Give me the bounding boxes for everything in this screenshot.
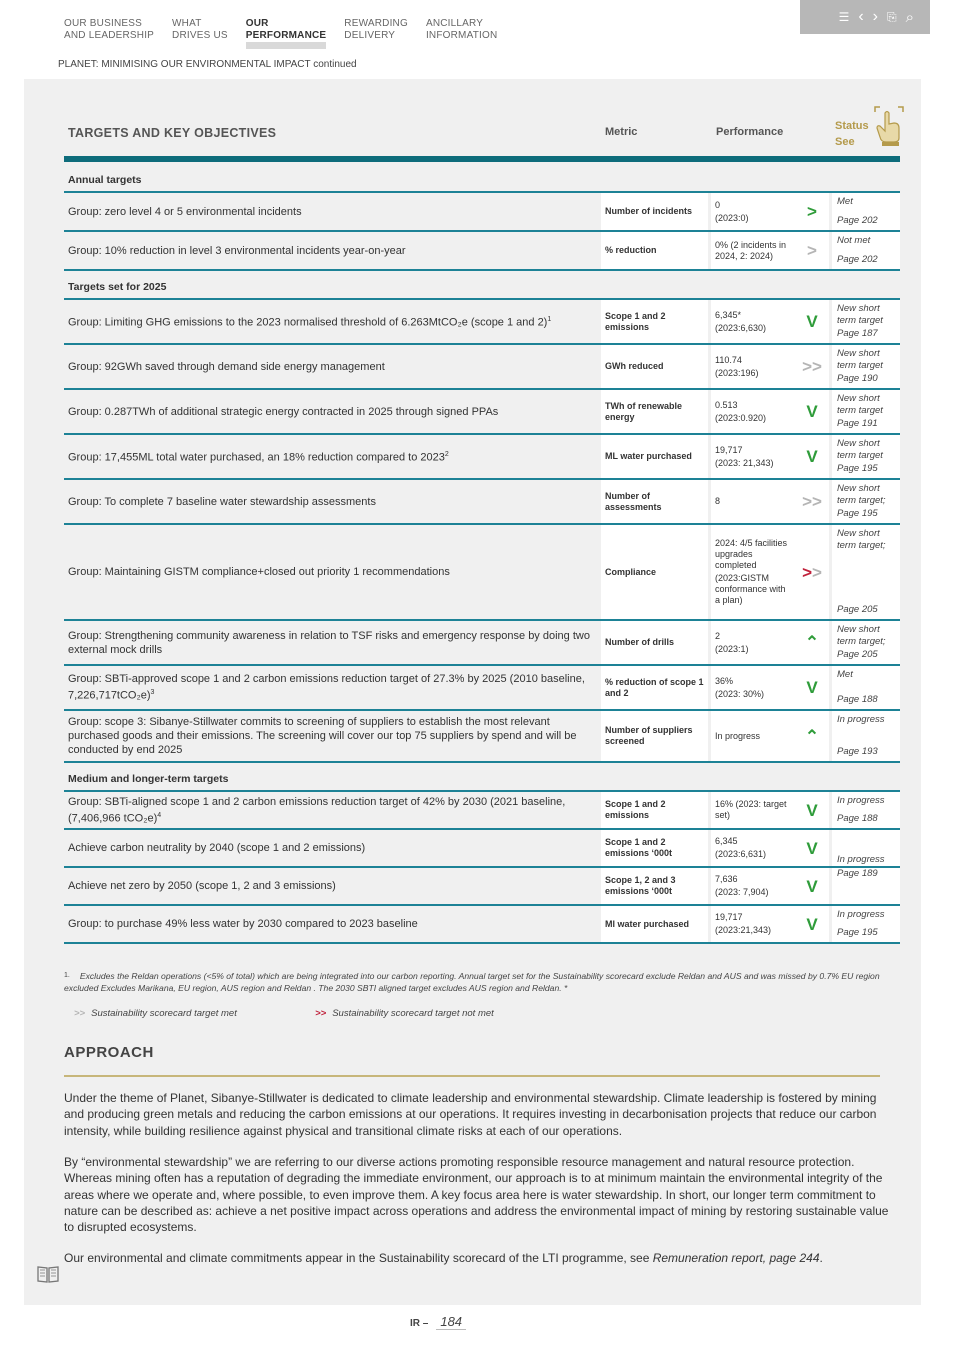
section-header: Annual targets	[64, 164, 900, 193]
nav-item-3[interactable]: REWARDING DELIVERY	[344, 18, 408, 41]
performance-cell: 7,636 (2023: 7,904) V	[711, 868, 829, 904]
performance-cell: 36% (2023: 30%) V	[711, 666, 829, 709]
target-cell: Group: Strengthening community awareness in relation to TSF risks and emergency response by doing two external mock drills	[64, 621, 597, 664]
table-row	[64, 711, 900, 763]
book-icon	[37, 1265, 59, 1283]
table-row	[64, 300, 900, 345]
table-row	[64, 480, 900, 525]
target-cell: Achieve net zero by 2050 (scope 1, 2 and 3 emissions)	[64, 868, 597, 904]
metric-cell: ML water purchased	[601, 435, 708, 478]
performance-cell: 0 (2023:0) >	[711, 193, 829, 230]
target-cell: Group: 17,455ML total water purchased, an 18% reduction compared to 2023$^2$	[64, 435, 597, 478]
check-v-icon: V	[806, 402, 818, 421]
metric-cell: GWh reduced	[601, 345, 708, 388]
metric-cell: Number of incidents	[601, 193, 708, 230]
target-cell: Group: SBTi-aligned scope 1 and 2 carbon emissions reduction target of 42% by 2030 (2021 baseline, (7,406,966 tCO₂e)$^4$	[64, 792, 597, 828]
performance-cell: 19,717 (2023:21,343) V	[711, 906, 829, 942]
performance-cell: 0.513 (2023:0.920) V	[711, 390, 829, 433]
met-arrow-icon: >>	[74, 1008, 86, 1019]
status-cell: Page 189	[832, 868, 900, 904]
metric-header: Metric	[605, 126, 638, 138]
double-arrow-icon: >>	[802, 357, 822, 376]
performance-cell: 8 >>	[711, 480, 829, 523]
status-cell: In progress Page 195	[832, 906, 900, 942]
target-cell: Achieve carbon neutrality by 2040 (scope 1 and 2 emissions)	[64, 830, 597, 866]
legend-not-met: Sustainability scorecard target not met	[332, 1008, 494, 1019]
status-cell: New short term target; Page 195	[832, 480, 900, 523]
arrow-right-icon: >	[807, 202, 817, 221]
page-subheading: PLANET: MINIMISING OUR ENVIRONMENTAL IMPACT continued	[58, 59, 357, 70]
status-cell: In progress	[832, 830, 900, 866]
status-cell: In progress Page 193	[832, 711, 900, 761]
metric-cell: Scope 1 and 2 emissions ‘000t	[601, 830, 708, 866]
section-header: Medium and longer-term targets	[64, 763, 900, 792]
table-row	[64, 666, 900, 711]
check-v-icon: V	[806, 838, 818, 858]
status-header: Status See	[835, 120, 869, 148]
metric-cell: Scope 1, 2 and 3 emissions ‘000t	[601, 868, 708, 904]
section-header: Targets set for 2025	[64, 271, 900, 300]
nav-item-2[interactable]: OUR PERFORMANCE	[246, 18, 327, 49]
metric-cell: Compliance	[601, 525, 708, 619]
page-reference[interactable]: Page 195	[837, 508, 878, 519]
page-reference[interactable]: Page 202	[837, 254, 878, 265]
target-cell: Group: SBTi-approved scope 1 and 2 carbon emissions reduction target of 27.3% by 2025 (2010 baseline, 7,226,717tCO₂e)$^3$	[64, 666, 597, 709]
page-reference[interactable]: Page 193	[837, 746, 878, 757]
toolbar	[800, 0, 930, 34]
status-cell: Met Page 188	[832, 666, 900, 709]
nav-item-4[interactable]: ANCILLARY INFORMATION	[425, 18, 498, 41]
approach-paragraph-3: Our environmental and climate commitments appear in the Sustainability scorecard of the LTI programme, see Remuneration report, page 244.	[64, 1251, 823, 1265]
check-v-icon: V	[806, 447, 818, 466]
check-v-icon: V	[806, 876, 818, 896]
performance-cell: In progress ⌃	[711, 711, 829, 761]
table-row	[64, 232, 900, 271]
metric-cell: TWh of renewable energy	[601, 390, 708, 433]
not-met-arrow-icon: >>	[315, 1008, 327, 1019]
target-cell: Group: To complete 7 baseline water stewardship assessments	[64, 480, 597, 523]
search-icon[interactable]: ⌕	[905, 8, 914, 26]
metric-cell: Scope 1 and 2 emissions	[601, 300, 708, 343]
status-cell: Met Page 202	[832, 193, 900, 230]
metric-cell: Ml water purchased	[601, 906, 708, 942]
approach-paragraph-2: By “environmental stewardship” we are referring to our diverse actions promoting responsible resource management and natural resource protection. Whereas mining often has a reputation of degrading the immediate environment, our approach is to at minimum maintain the environmental integrity of the areas where we operate and, where possible, to even improve them. A key focus area here is water stewardship. In short, our longer term commitment to nature can be described as: achieve a net positive impact across operations and address the environmental impact of mining by restoring sustainable value to disrupted ecosystems.	[64, 1155, 889, 1235]
performance-cell: 19,717 (2023: 21,343) V	[711, 435, 829, 478]
top-nav	[64, 18, 515, 49]
metric-cell: % reduction of scope 1 and 2	[601, 666, 708, 709]
hand-pointer-icon	[872, 104, 906, 146]
page-reference[interactable]: Page 202	[837, 215, 878, 226]
target-cell: Group: to purchase 49% less water by 2030 compared to 2023 baseline	[64, 906, 597, 942]
performance-cell: 110.74 (2023:196) >>	[711, 345, 829, 388]
table-title: TARGETS AND KEY OBJECTIVES	[68, 126, 277, 140]
table-row	[64, 435, 900, 480]
performance-cell: 2 (2023:1) ⌃	[711, 621, 829, 664]
table-row	[64, 792, 900, 830]
footnote: $^{1.}$ Excludes the Reldan operations (<5% of total) which are being integrated into our carbon reporting. Annual target set for the Sustainability scorecard exclude Reldan and AUS and was missed by 0.7% EU region excluded Excludes Marikana, EU region, AUS region and Reldan . The 2030 SBTI aligned target excludes AUS region and Reldan. *	[64, 971, 880, 993]
target-cell: Group: 0.287TWh of additional strategic energy contracted in 2025 through signed PPAs	[64, 390, 597, 433]
page-number: IR – 184	[410, 1314, 466, 1329]
metric-cell: Number of assessments	[601, 480, 708, 523]
check-v-icon: V	[806, 914, 818, 934]
status-cell: New short term target Page 190	[832, 345, 900, 388]
status-cell: New short term target Page 187	[832, 300, 900, 343]
target-cell: Group: scope 3: Sibanye-Stillwater commits to screening of suppliers to establish the most relevant purchased goods and their emissions. The screening will cover our top 75 suppliers by spend and will be conducted by end 2025	[64, 711, 597, 761]
check-v-icon: V	[806, 312, 818, 331]
performance-cell: 6,345 (2023:6,631) V	[711, 830, 829, 866]
metric-cell: Number of suppliers screened	[601, 711, 708, 761]
page-reference[interactable]: Page 188	[837, 813, 878, 824]
page-reference[interactable]: Page 191	[837, 418, 878, 429]
export-icon[interactable]: ⎘	[886, 9, 897, 24]
metric-cell: % reduction	[601, 232, 708, 269]
table-row	[64, 906, 900, 944]
approach-title: APPROACH	[64, 1044, 154, 1061]
chevron-right-icon[interactable]: ›	[872, 8, 878, 25]
target-cell: Group: Limiting GHG emissions to the 2023 normalised threshold of 6.263MtCO₂e (scope 1 and 2)$^1$	[64, 300, 597, 343]
double-arrow-icon: >>	[802, 562, 822, 582]
page-reference[interactable]: Page 205	[837, 649, 878, 660]
targets-table	[64, 164, 900, 944]
status-cell: New short term target Page 191	[832, 390, 900, 433]
performance-cell: 16% (2023: target set) V	[711, 792, 829, 828]
double-arrow-icon: >>	[802, 492, 822, 511]
page-reference[interactable]: Page 190	[837, 373, 878, 384]
nav-item-1[interactable]: WHAT DRIVES US	[172, 18, 228, 41]
legend	[74, 1008, 494, 1019]
status-cell: New short term target; Page 205	[832, 621, 900, 664]
check-v-icon: V	[806, 800, 818, 820]
legend-met: Sustainability scorecard target met	[91, 1008, 237, 1019]
table-row	[64, 868, 900, 906]
status-cell: Not met Page 202	[832, 232, 900, 269]
approach-paragraph-1: Under the theme of Planet, Sibanye-Stillwater is dedicated to climate leadership and environmental stewardship. Climate leadership is fostered by mining and producing green metals and reducing the carbon emissions at our operations. It requires investing in decarbonisation projects that reduce our carbon intensity, while building resilience against physical and transitional climate risks at each of our operations.	[64, 1091, 877, 1138]
divider	[64, 1075, 880, 1077]
performance-cell: 2024: 4/5 facilities upgrades completed (2023:GISTM conformance with a plan) >>	[711, 525, 829, 619]
target-cell: Group: 92GWh saved through demand side energy management	[64, 345, 597, 388]
performance-header: Performance	[716, 126, 784, 138]
remuneration-link[interactable]: Remuneration report, page 244	[652, 1251, 820, 1265]
target-cell: Group: 10% reduction in level 3 environmental incidents year-on-year	[64, 232, 597, 269]
performance-cell: 0% (2 incidents in 2024, 2: 2024) >	[711, 232, 829, 269]
table-row	[64, 525, 900, 621]
target-cell: Group: zero level 4 or 5 environmental incidents	[64, 193, 597, 230]
page-reference[interactable]: Page 188	[837, 694, 878, 705]
status-cell: New short term target; Page 205	[832, 525, 900, 619]
performance-cell: 6,345* (2023:6,630) V	[711, 300, 829, 343]
status-cell: New short term target Page 195	[832, 435, 900, 478]
status-cell: In progress Page 188	[832, 792, 900, 828]
table-header	[64, 118, 900, 162]
metric-cell: Number of drills	[601, 621, 708, 664]
table-row	[64, 390, 900, 435]
table-row	[64, 193, 900, 232]
page-reference[interactable]: Page 195	[837, 927, 878, 938]
target-cell: Group: Maintaining GISTM compliance+closed out priority 1 recommendations	[64, 525, 597, 619]
metric-cell: Scope 1 and 2 emissions	[601, 792, 708, 828]
check-v-icon: V	[806, 678, 818, 697]
menu-icon[interactable]: ☰	[838, 10, 850, 24]
arrow-right-icon: >	[807, 241, 817, 260]
table-row	[64, 621, 900, 666]
page-reference[interactable]: Page 187	[837, 328, 878, 339]
table-row	[64, 830, 900, 868]
page-reference[interactable]: Page 205	[837, 604, 878, 615]
chevron-up-icon: ⌃	[804, 633, 820, 652]
page-reference[interactable]: Page 195	[837, 463, 878, 474]
nav-item-0[interactable]: OUR BUSINESS AND LEADERSHIP	[64, 18, 155, 41]
chevron-up-icon: ⌃	[804, 726, 820, 746]
chevron-left-icon[interactable]: ‹	[858, 8, 864, 25]
table-row	[64, 345, 900, 390]
